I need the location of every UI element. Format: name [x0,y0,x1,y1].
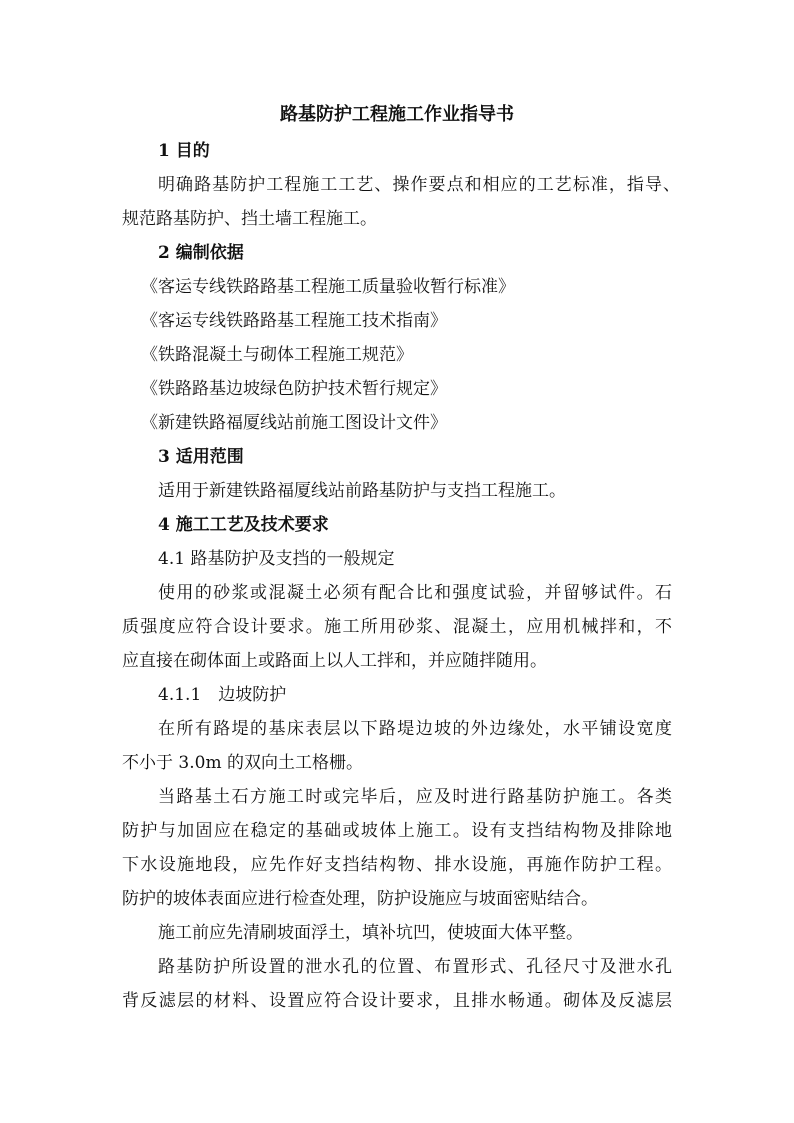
reference-item: 《客运专线铁路路基工程施工质量验收暂行标准》 [141,277,515,297]
reference-item: 《客运专线铁路路基工程施工技术指南》 [141,311,447,331]
paragraph-line: 适用于新建铁路福厦线站前路基防护与支挡工程施工。 [158,481,566,501]
paragraph-line: 防护的坡体表面应进行检查处理，防护设施应与坡面密贴结合。 [122,889,598,909]
paragraph-line: 路基防护所设置的泄水孔的位置、布置形式、孔径尺寸及泄水孔 [158,957,672,977]
paragraph-line: 下水设施地段，应先作好支挡结构物、排水设施，再施作防护工程。 [122,855,672,875]
paragraph-line: 当路基土石方施工时或完毕后，应及时进行路基防护施工。各类 [158,787,672,807]
paragraph-line: 在所有路堤的基床表层以下路堤边坡的外边缘处，水平铺设宽度 [158,719,672,739]
document-title: 路基防护工程施工作业指导书 [280,104,514,125]
section-heading-scope: 3 适用范围 [158,447,244,467]
paragraph-line: 质强度应符合设计要求。施工所用砂浆、混凝土，应用机械拌和，不 [122,617,672,637]
paragraph-line: 不小于 3.0m 的双向土工格栅。 [122,753,363,773]
paragraph-line: 背反滤层的材料、设置应符合设计要求，且排水畅通。砌体及反滤层 [122,991,672,1011]
section-heading-purpose: 1 目的 [158,141,210,161]
reference-item: 《新建铁路福厦线站前施工图设计文件》 [141,413,447,433]
reference-item: 《铁路混凝土与砌体工程施工规范》 [141,345,413,365]
paragraph-line: 使用的砂浆或混凝土必须有配合比和强度试验，并留够试件。石 [158,583,672,603]
section-heading-process: 4 施工工艺及技术要求 [158,515,329,535]
subsection-heading: 4.1 路基防护及支挡的一般规定 [158,549,395,569]
reference-item: 《铁路路基边坡绿色防护技术暂行规定》 [141,379,447,399]
section-heading-basis: 2 编制依据 [158,243,244,263]
paragraph-line: 应直接在砌体面上或路面上以人工拌和，并应随拌随用。 [122,651,547,671]
paragraph-line: 明确路基防护工程施工工艺、操作要点和相应的工艺标准，指导、 [158,175,680,195]
subsection-heading: 4.1.1 边坡防护 [158,685,287,705]
paragraph-line: 规范路基防护、挡土墙工程施工。 [122,209,377,229]
paragraph-line: 施工前应先清刷坡面浮土，填补坑凹，使坡面大体平整。 [158,923,583,943]
paragraph-line: 防护与加固应在稳定的基础或坡体上施工。设有支挡结构物及排除地 [122,821,672,841]
